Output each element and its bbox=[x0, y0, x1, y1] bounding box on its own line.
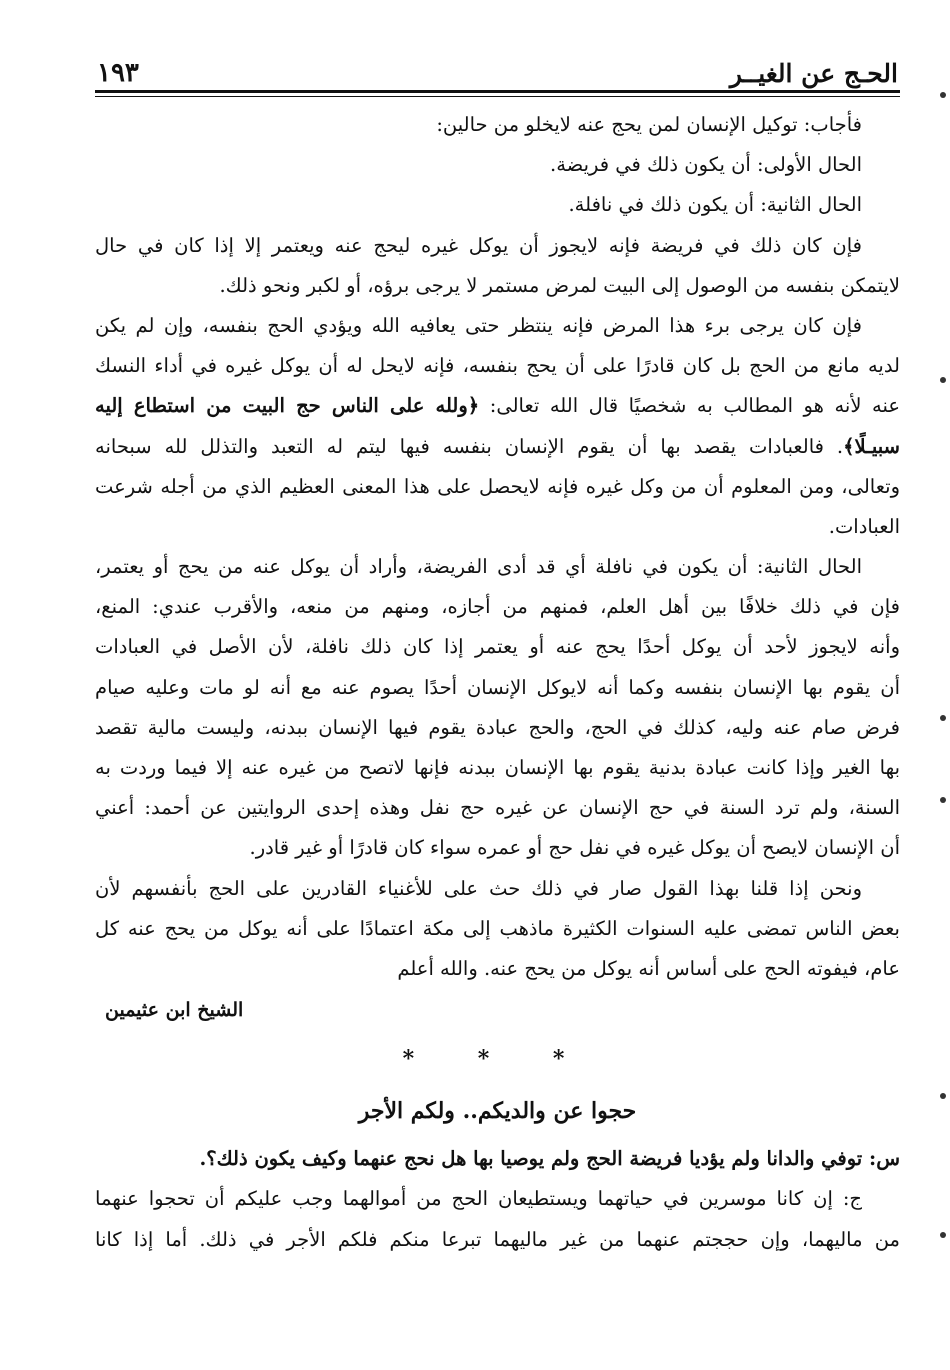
text-line: فأجاب: توكيل الإنسان لمن يحج عنه لايخلو من حالين: bbox=[436, 113, 862, 136]
header-rule-thin bbox=[95, 96, 900, 97]
separator-stars: * * * bbox=[402, 1046, 593, 1073]
page-body bbox=[95, 105, 900, 1260]
text-line: ونحن إذا قلنا بهذا القول صار في ذلك حث على للأغنياء القادرين على الحج بأنفسهم لأن bbox=[95, 876, 862, 900]
text-line: فإن كان يرجى برء هذا المرض فإنه ينتظر حتى يعافيه الله ويؤدي الحج بنفسه، وإن لم يكن bbox=[95, 313, 862, 337]
running-title: الحـج عن الغيــر bbox=[729, 59, 898, 88]
text-line: وتعالى، ومن المعلوم أن من وكل غيره فإنه لايحصل على هذا المعنى العظيم الذي من أجله شرعت bbox=[95, 474, 900, 498]
header-rule bbox=[95, 90, 900, 93]
margin-mark bbox=[940, 377, 946, 383]
margin-mark bbox=[940, 797, 946, 803]
text-line: بعض الناس تمضى عليه السنوات الكثيرة ماذهب إلى مكة اعتمادًا على أنه يوكل من يحج عنه كل bbox=[95, 916, 900, 940]
margin-mark bbox=[940, 715, 946, 721]
text-line: السنة، ولم ترد السنة في حج الإنسان عن غيره حج نفل وهذه إحدى الروايتين عن أحمد: أعني bbox=[95, 796, 900, 820]
quran-verse: سبيـلًا﴾ bbox=[843, 434, 900, 458]
signature: الشيخ ابن عثيمين bbox=[105, 999, 244, 1022]
book-page bbox=[95, 40, 900, 1260]
text-line bbox=[95, 427, 900, 467]
margin-mark bbox=[940, 1093, 946, 1099]
text-span: عنه لأنه هو المطالب به شخصيًا قال الله تعالى: bbox=[489, 394, 900, 418]
quran-verse: ﴿ولله على الناس حج البيت من استطاع إليه bbox=[95, 394, 480, 418]
text-line: أن يقوم بها الإنسان بنفسه وكما أنه لايوكل الإنسان أحدًا يصوم عنه مع أنه لو مات وعليه صيام bbox=[95, 675, 900, 699]
text-line: الحال الأولى: أن يكون ذلك في فريضة. bbox=[550, 153, 862, 177]
text-line: لايتمكن بنفسه من الوصول إلى البيت لمرض مستمر لا يرجى برؤه، أو لكبر ونحو ذلك. bbox=[219, 273, 900, 297]
text-line: أن الإنسان لايصح أن يوكل غيره في نفل حج أو عمره سواء كان قادرًا أو غير قادر. bbox=[249, 836, 900, 860]
text-line: عام، فيفوته الحج على أساس أنه يوكل من يحج عنه. والله أعلم bbox=[397, 956, 900, 980]
text-line bbox=[95, 386, 900, 426]
text-span: . فالعبادات يقصد بها أن يقوم الإنسان بنفسه فيها ليتم له التعبد والتذلل لله سبحانه bbox=[95, 434, 844, 458]
text-line: العبادات. bbox=[828, 514, 900, 538]
text-line: وأنه لايجوز لأحد أن يوكل أحدًا يحج عنه أو يعتمر إذا كان ذلك نافلة، لأن الأصل في العبادات bbox=[95, 635, 900, 659]
section-heading: حجوا عن والديكم.. ولكم الأجر bbox=[358, 1098, 637, 1125]
text-line: بها الغير وإذا كانت عبادة بدنية يقوم بها الإنسان ببدنه فإنها لاتصح من غيره عنه إلا فيما وردت به bbox=[95, 756, 900, 779]
text-line: الحال الثانية: أن يكون في نافلة أي قد أدى الفريضة، وأراد أن يوكل عنه من يحج أو يعتمر، bbox=[95, 555, 862, 579]
text-line: فإن كان ذلك في فريضة فإنه لايجوز أن يوكل غيره ليحج عنه ويعتمر إلا إذا كان في حال bbox=[95, 233, 862, 257]
text-line: الحال الثانية: أن يكون ذلك في نافلة. bbox=[568, 193, 862, 217]
page-header bbox=[95, 40, 900, 88]
page-number: ١٩٣ bbox=[97, 58, 139, 88]
margin-mark bbox=[940, 92, 946, 98]
answer-line: من ماليهما، وإن حججتم عنهما من غير ماليهما تبرعا منكم فلكم الأجر في ذلك. أما إذا كانا bbox=[95, 1227, 900, 1251]
text-line: فرض صام عنه وليه، كذلك في الحج، والحج عبادة يقوم فيها الإنسان ببدنه، وليست مالية تقصد bbox=[95, 715, 900, 739]
margin-mark bbox=[940, 1232, 946, 1238]
answer-line: ج: إن كانا موسرين في حياتهما ويستطيعان الحج من أموالهما وجب عليكم أن تحجوا عنهما bbox=[95, 1187, 862, 1211]
question-line: س: توفي والدانا ولم يؤديا فريضة الحج ولم يوصيا بها هل نحج عنهما وكيف يكون ذلك؟. bbox=[199, 1147, 900, 1171]
text-line: فإن في ذلك خلافًا بين أهل العلم، فمنهم من أجازه، ومنهم من منعه، والأقرب عندي: المنع، bbox=[95, 595, 900, 619]
text-line: لديه مانع من الحج بل كان قادرًا على أن يحج بنفسه، فإنه لايحل له أن يوكل غيره في أداء النسك bbox=[95, 354, 900, 378]
